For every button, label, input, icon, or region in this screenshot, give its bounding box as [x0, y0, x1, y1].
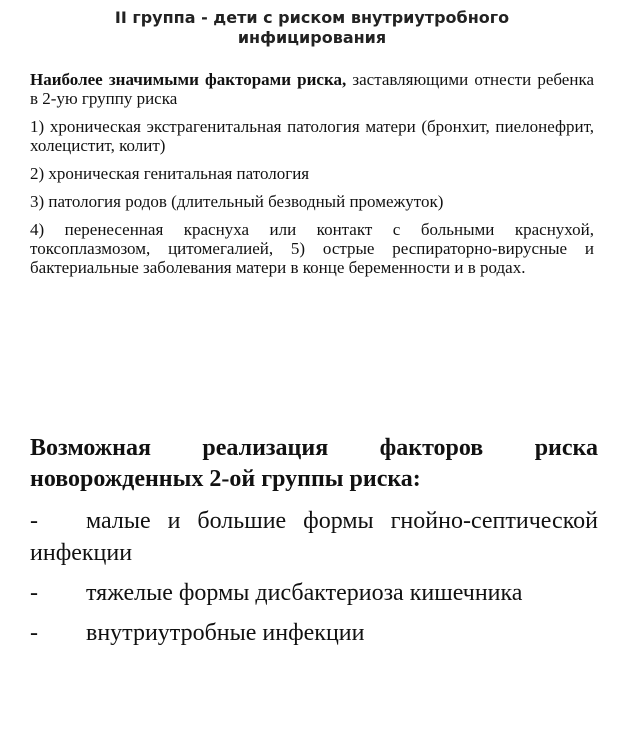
- bullet-dash: -: [30, 508, 38, 534]
- realization-bullet-2: [30, 577, 598, 609]
- slide-title: II группа - дети с риском внутриутробного инфицирования: [114, 8, 510, 47]
- risk-factor-item-2: 2) хроническая генитальная патология: [30, 164, 310, 183]
- bullet-dash: -: [30, 580, 38, 606]
- risk-factor-item-1: 1) хроническая экстрагенитальная патология матери (бронхит, пиелонефрит, холецистит, колит): [30, 117, 594, 155]
- risk-factors-intro: [30, 70, 594, 108]
- risk-factors-section: [30, 70, 594, 286]
- risk-factors-intro-text: заставляющими отнести ребенка в 2-ую группу риска: [30, 70, 594, 108]
- realization-heading: Возможная реализация факторов риска новорожденных 2-ой группы риска:: [30, 435, 598, 492]
- realization-bullet-3: [30, 617, 598, 649]
- risk-factors-intro-bold: Наиболее значимыми факторами риска,: [30, 70, 347, 89]
- risk-factor-item-4: 4) перенесенная краснуха или контакт с больными краснухой, токсоплазмозом, цитомегалией, 5) острые респираторно-вирусные и бактериальные заболевания матери в конце беременности и в родах.: [30, 220, 594, 277]
- realization-bullet-text: малые и большие формы гнойно-септической инфекции: [30, 508, 598, 566]
- realization-bullet-text: внутриутробные инфекции: [86, 620, 365, 646]
- bullet-dash: -: [30, 620, 38, 646]
- realization-bullet-1: [30, 505, 598, 569]
- realization-bullet-text: тяжелые формы дисбактериоза кишечника: [86, 580, 523, 606]
- risk-factor-item-3: 3) патология родов (длительный безводный промежуток): [30, 192, 444, 211]
- realization-section: [30, 433, 598, 657]
